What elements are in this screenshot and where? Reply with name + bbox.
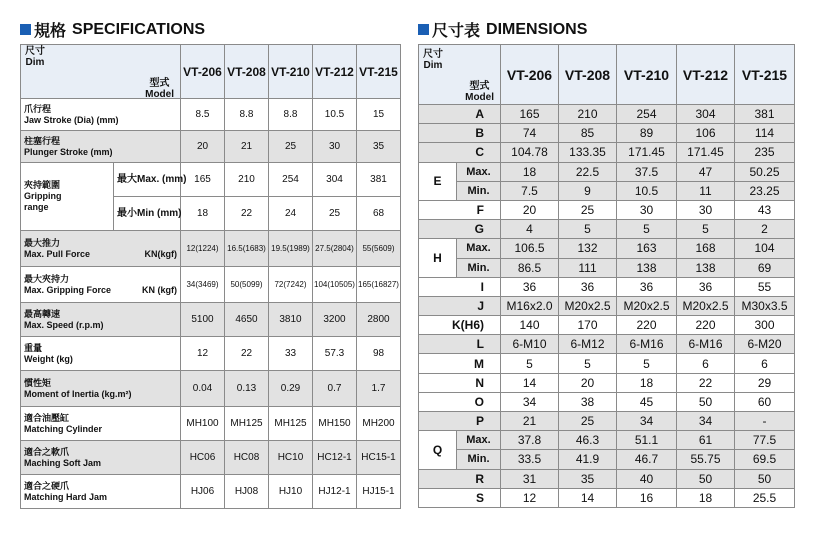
cell: 111: [559, 258, 617, 277]
cell: M16x2.0: [501, 296, 559, 315]
cell: 5: [617, 354, 677, 373]
spec-row-jaw-stroke: [21, 99, 401, 131]
cell: 5: [677, 220, 735, 239]
cell: MH125: [225, 407, 269, 441]
dim-row-o: [419, 392, 795, 411]
cell: 50.25: [735, 162, 795, 181]
dim-row-e-min: [419, 181, 795, 200]
cell: 22: [677, 373, 735, 392]
model-en: Model: [145, 88, 174, 100]
dim-row-e-max: [419, 162, 795, 181]
row-label: 適合之軟爪 Maching Soft Jam: [21, 441, 181, 475]
cell: 4: [501, 220, 559, 239]
cell: 14: [559, 488, 617, 507]
cell: 20: [501, 200, 559, 219]
cell: 18: [181, 197, 225, 231]
cell: 171.45: [617, 143, 677, 162]
cell: 106.5: [501, 239, 559, 258]
dim-row-j: [419, 296, 795, 315]
cell: 22: [225, 197, 269, 231]
spec-row-max-speed: [21, 303, 401, 337]
cell: 22.5: [559, 162, 617, 181]
row-label: 適合油壓缸 Matching Cylinder: [21, 407, 181, 441]
cell: 170: [559, 316, 617, 335]
cell: 35: [559, 469, 617, 488]
dimensions-table: [418, 44, 795, 508]
cell: 3200: [313, 303, 357, 337]
cell: M20x2.5: [677, 296, 735, 315]
dim-row-q-max: [419, 431, 795, 450]
sub-label-min: 最小Min (mm): [114, 197, 181, 231]
dim-label: F: [419, 200, 501, 219]
cell: 7.5: [501, 181, 559, 200]
cell: 55(5609): [357, 231, 401, 267]
cell: 254: [617, 105, 677, 124]
spec-row-inertia: [21, 371, 401, 407]
cell: 381: [357, 163, 401, 197]
cell: HJ12-1: [313, 475, 357, 509]
cell: 50(5099): [225, 267, 269, 303]
row-label: 慣性矩 Moment of Inertia (kg.m²): [21, 371, 181, 407]
cell: 36: [677, 277, 735, 296]
max-label: Max.: [457, 239, 501, 258]
cell: 68: [357, 197, 401, 231]
cell: 304: [677, 105, 735, 124]
dims-title-en: DIMENSIONS: [486, 20, 588, 38]
dim-row-a: [419, 105, 795, 124]
dim-row-f: [419, 200, 795, 219]
cell: 47: [677, 162, 735, 181]
dim-row-q-min: [419, 450, 795, 469]
model-header: VT-208: [225, 45, 269, 99]
cell: 45: [617, 392, 677, 411]
cell: 104(10505): [313, 267, 357, 303]
model-header: VT-215: [357, 45, 401, 99]
dim-label: C: [419, 143, 501, 162]
cell: 33: [269, 337, 313, 371]
cell: 0.04: [181, 371, 225, 407]
cell: 40: [617, 469, 677, 488]
model-cn: 型式: [469, 80, 490, 92]
dim-cn: 尺寸: [25, 45, 45, 57]
cell: 2: [735, 220, 795, 239]
cell: 25: [559, 200, 617, 219]
cell: 140: [501, 316, 559, 335]
title-marker-icon: [20, 24, 31, 35]
cell: 165: [501, 105, 559, 124]
model-en: Model: [465, 91, 494, 103]
dim-en: Dim: [25, 56, 45, 68]
row-label: 最高轉速 Max. Speed (r.p.m): [21, 303, 181, 337]
cell: -: [735, 412, 795, 431]
cell: HJ15-1: [357, 475, 401, 509]
cell: HJ10: [269, 475, 313, 509]
dim-label: A: [419, 105, 501, 124]
cell: 35: [357, 131, 401, 163]
cell: 36: [501, 277, 559, 296]
cell: 4650: [225, 303, 269, 337]
cell: 69.5: [735, 450, 795, 469]
cell: 5100: [181, 303, 225, 337]
cell: 12: [181, 337, 225, 371]
dim-label: P: [419, 412, 501, 431]
model-header: VT-215: [735, 45, 795, 105]
specifications-table: [20, 44, 401, 509]
cell: 138: [677, 258, 735, 277]
cell: 22: [225, 337, 269, 371]
cell: HC15-1: [357, 441, 401, 475]
spec-row-cylinder: [21, 407, 401, 441]
dims-title: [418, 18, 587, 41]
cell: 254: [269, 163, 313, 197]
cell: 33.5: [501, 450, 559, 469]
cell: 25: [559, 412, 617, 431]
cell: 3810: [269, 303, 313, 337]
dims-header-corner: [419, 45, 501, 105]
dim-row-n: [419, 373, 795, 392]
spec-row-pull-force: [21, 231, 401, 267]
cell: 16.5(1683): [225, 231, 269, 267]
cell: 106: [677, 124, 735, 143]
cell: 5: [559, 354, 617, 373]
cell: 55: [735, 277, 795, 296]
cell: 24: [269, 197, 313, 231]
cell: 72(7242): [269, 267, 313, 303]
cell: 1.7: [357, 371, 401, 407]
dim-row-g: [419, 220, 795, 239]
min-label: Min.: [457, 258, 501, 277]
cell: 61: [677, 431, 735, 450]
dim-label: O: [419, 392, 501, 411]
model-header: VT-206: [501, 45, 559, 105]
cell: 27.5(2804): [313, 231, 357, 267]
cell: 36: [617, 277, 677, 296]
cell: 21: [225, 131, 269, 163]
specs-title: [20, 18, 205, 41]
min-label: Min.: [457, 450, 501, 469]
dim-row-h-max: [419, 239, 795, 258]
cell: 304: [313, 163, 357, 197]
dim-label: L: [419, 335, 501, 354]
cell: 25.5: [735, 488, 795, 507]
cell: 235: [735, 143, 795, 162]
dim-label: S: [419, 488, 501, 507]
cell: 30: [313, 131, 357, 163]
cell: 8.8: [269, 99, 313, 131]
max-label: Max.: [457, 431, 501, 450]
cell: HC08: [225, 441, 269, 475]
cell: 20: [181, 131, 225, 163]
dim-row-c: [419, 143, 795, 162]
dim-label: E: [419, 162, 457, 200]
cell: HC12-1: [313, 441, 357, 475]
cell: 50: [735, 469, 795, 488]
dim-label: K(H6): [419, 316, 501, 335]
cell: 14: [501, 373, 559, 392]
cell: 6-M10: [501, 335, 559, 354]
spec-row-weight: [21, 337, 401, 371]
model-header: VT-208: [559, 45, 617, 105]
cell: HC06: [181, 441, 225, 475]
specs-header-row: [21, 45, 401, 99]
dim-label: I: [419, 277, 501, 296]
cell: 0.29: [269, 371, 313, 407]
cell: 37.5: [617, 162, 677, 181]
cell: 300: [735, 316, 795, 335]
cell: 6-M16: [617, 335, 677, 354]
cell: HJ08: [225, 475, 269, 509]
model-header: VT-210: [617, 45, 677, 105]
cell: 168: [677, 239, 735, 258]
row-label: 重量 Weight (kg): [21, 337, 181, 371]
max-label: Max.: [457, 162, 501, 181]
dim-row-r: [419, 469, 795, 488]
cell: M20x2.5: [559, 296, 617, 315]
dim-en: Dim: [423, 59, 443, 71]
spec-row-grip-max: [21, 163, 401, 197]
cell: 133.35: [559, 143, 617, 162]
dim-label: G: [419, 220, 501, 239]
cell: 10.5: [313, 99, 357, 131]
cell: 210: [225, 163, 269, 197]
cell: 20: [559, 373, 617, 392]
cell: 10.5: [617, 181, 677, 200]
cell: 171.45: [677, 143, 735, 162]
cell: 51.1: [617, 431, 677, 450]
cell: 36: [559, 277, 617, 296]
cell: 25: [313, 197, 357, 231]
cell: 6: [735, 354, 795, 373]
cell: 5: [617, 220, 677, 239]
cell: 6: [677, 354, 735, 373]
cell: 50: [677, 469, 735, 488]
cell: 6-M16: [677, 335, 735, 354]
dims-header-row: [419, 45, 795, 105]
cell: 34: [501, 392, 559, 411]
cell: 46.7: [617, 450, 677, 469]
dim-row-m: [419, 354, 795, 373]
cell: 220: [677, 316, 735, 335]
cell: 18: [617, 373, 677, 392]
cell: 69: [735, 258, 795, 277]
cell: MH200: [357, 407, 401, 441]
sub-label-max: 最大Max. (mm): [114, 163, 181, 197]
cell: M30x3.5: [735, 296, 795, 315]
cell: 18: [677, 488, 735, 507]
cell: 46.3: [559, 431, 617, 450]
cell: 85: [559, 124, 617, 143]
dim-row-b: [419, 124, 795, 143]
model-cn: 型式: [149, 77, 170, 89]
model-header: VT-210: [269, 45, 313, 99]
cell: MH100: [181, 407, 225, 441]
row-label-gripping-range: 夾持範圍 Gripping range: [21, 163, 114, 231]
specs-title-en: SPECIFICATIONS: [72, 20, 206, 38]
cell: 381: [735, 105, 795, 124]
cell: 23.25: [735, 181, 795, 200]
dim-row-h-min: [419, 258, 795, 277]
cell: 114: [735, 124, 795, 143]
cell: 55.75: [677, 450, 735, 469]
dim-row-k: [419, 316, 795, 335]
cell: 104: [735, 239, 795, 258]
cell: 25: [269, 131, 313, 163]
cell: MH150: [313, 407, 357, 441]
cell: 60: [735, 392, 795, 411]
cell: 104.78: [501, 143, 559, 162]
specs-title-cn: 規格: [34, 23, 67, 40]
spec-row-plunger-stroke: [21, 131, 401, 163]
row-label: 爪行程 Jaw Stroke (Dia) (mm): [21, 99, 181, 131]
dim-label: Q: [419, 431, 457, 469]
cell: 34: [677, 412, 735, 431]
row-label: 柱塞行程 Plunger Stroke (mm): [21, 131, 181, 163]
dims-title-cn: 尺寸表: [432, 23, 481, 40]
cell: HJ06: [181, 475, 225, 509]
cell: 220: [617, 316, 677, 335]
dim-label: N: [419, 373, 501, 392]
cell: 57.3: [313, 337, 357, 371]
cell: 77.5: [735, 431, 795, 450]
cell: 34: [617, 412, 677, 431]
cell: 8.8: [225, 99, 269, 131]
spec-row-gripping-force: [21, 267, 401, 303]
cell: MH125: [269, 407, 313, 441]
dim-cn: 尺寸: [423, 48, 443, 60]
cell: 11: [677, 181, 735, 200]
cell: 0.13: [225, 371, 269, 407]
row-label: 適合之硬爪 Matching Hard Jam: [21, 475, 181, 509]
cell: 50: [677, 392, 735, 411]
cell: 19.5(1989): [269, 231, 313, 267]
model-header: VT-212: [313, 45, 357, 99]
cell: 5: [559, 220, 617, 239]
min-label: Min.: [457, 181, 501, 200]
cell: 163: [617, 239, 677, 258]
cell: HC10: [269, 441, 313, 475]
spec-row-hard-jaw: [21, 475, 401, 509]
cell: 29: [735, 373, 795, 392]
dim-label: B: [419, 124, 501, 143]
cell: M20x2.5: [617, 296, 677, 315]
cell: 132: [559, 239, 617, 258]
cell: 5: [501, 354, 559, 373]
cell: 38: [559, 392, 617, 411]
title-marker-icon: [418, 24, 429, 35]
cell: 98: [357, 337, 401, 371]
specs-header-corner: [21, 45, 181, 99]
cell: 43: [735, 200, 795, 219]
cell: 0.7: [313, 371, 357, 407]
dim-label: J: [419, 296, 501, 315]
cell: 210: [559, 105, 617, 124]
cell: 12: [501, 488, 559, 507]
cell: 41.9: [559, 450, 617, 469]
spec-row-soft-jaw: [21, 441, 401, 475]
cell: 2800: [357, 303, 401, 337]
cell: 86.5: [501, 258, 559, 277]
cell: 74: [501, 124, 559, 143]
cell: 18: [501, 162, 559, 181]
cell: 6-M20: [735, 335, 795, 354]
cell: 6-M12: [559, 335, 617, 354]
cell: 31: [501, 469, 559, 488]
row-label: 最大推力 KN(kgf) Max. Pull Force: [21, 231, 181, 267]
cell: 12(1224): [181, 231, 225, 267]
cell: 165(16827): [357, 267, 401, 303]
cell: 165: [181, 163, 225, 197]
dim-row-p: [419, 412, 795, 431]
cell: 138: [617, 258, 677, 277]
dim-label: M: [419, 354, 501, 373]
cell: 30: [677, 200, 735, 219]
row-label: 最大夾持力 KN (kgf) Max. Gripping Force: [21, 267, 181, 303]
dim-row-i: [419, 277, 795, 296]
dim-row-l: [419, 335, 795, 354]
cell: 15: [357, 99, 401, 131]
model-header: VT-212: [677, 45, 735, 105]
dim-label: H: [419, 239, 457, 277]
cell: 9: [559, 181, 617, 200]
cell: 8.5: [181, 99, 225, 131]
cell: 37.8: [501, 431, 559, 450]
cell: 30: [617, 200, 677, 219]
model-header: VT-206: [181, 45, 225, 99]
dim-label: R: [419, 469, 501, 488]
dim-row-s: [419, 488, 795, 507]
cell: 34(3469): [181, 267, 225, 303]
cell: 16: [617, 488, 677, 507]
cell: 89: [617, 124, 677, 143]
cell: 21: [501, 412, 559, 431]
